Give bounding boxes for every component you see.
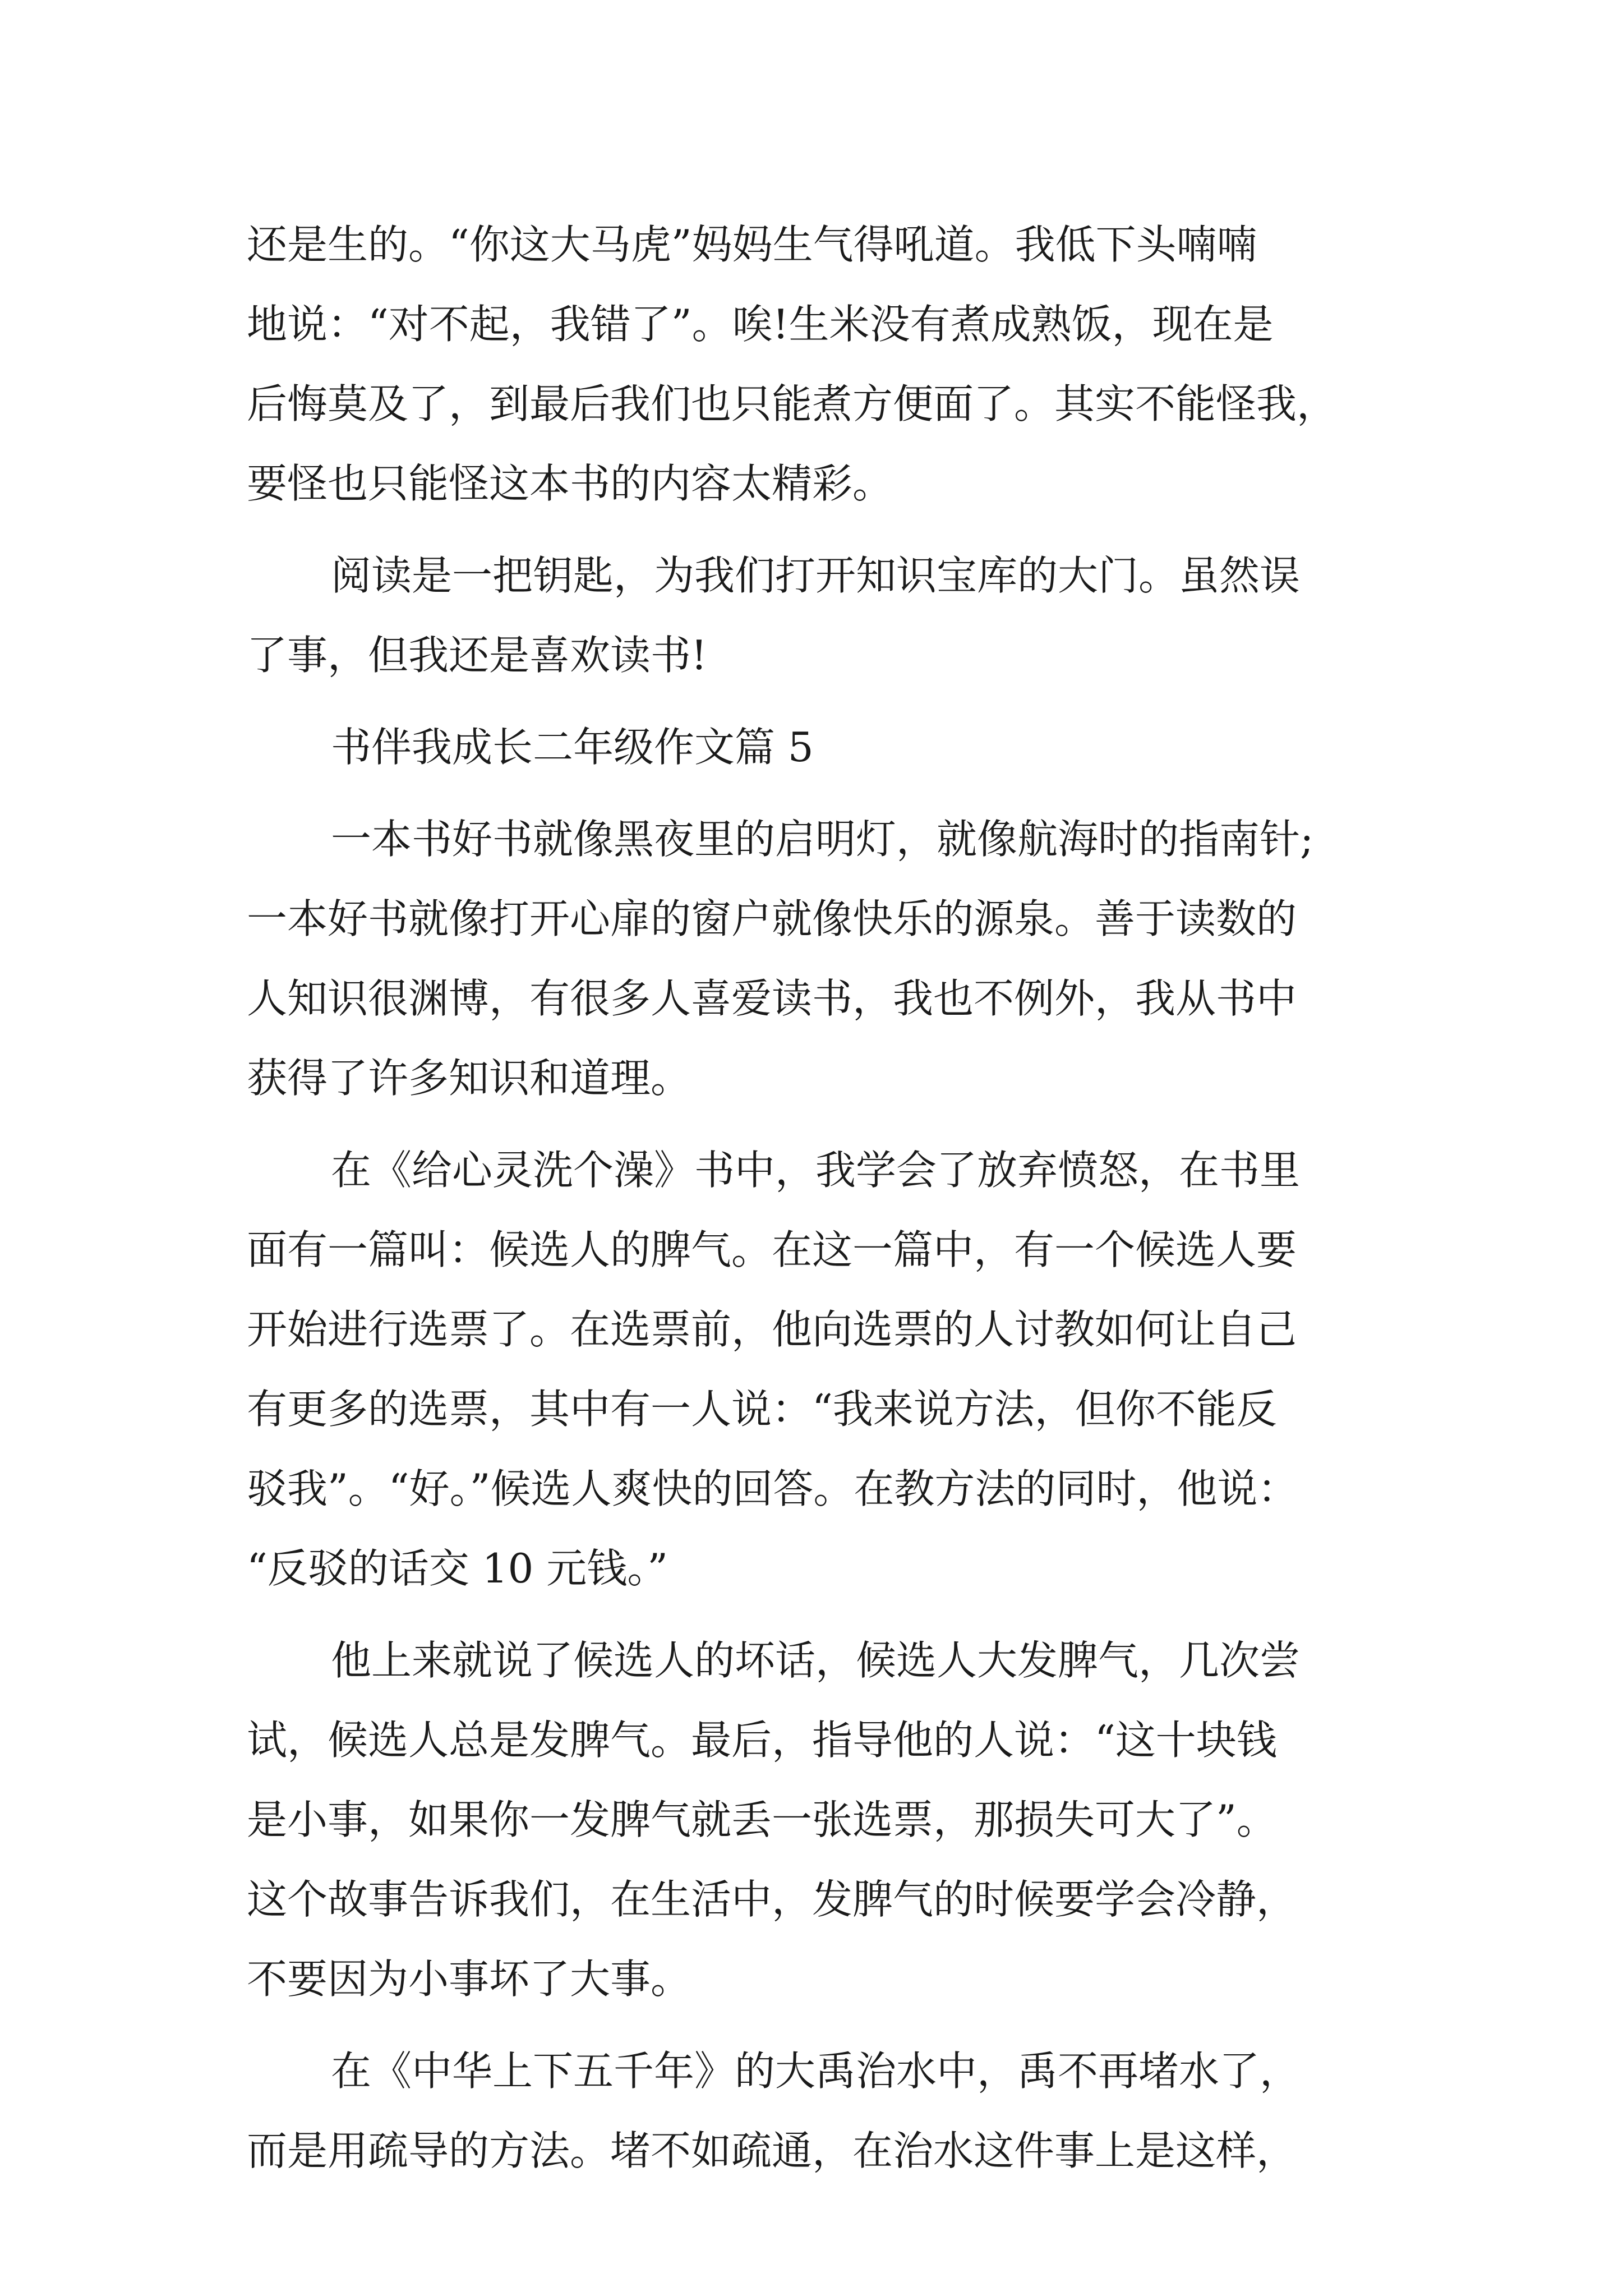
text-line: 人知识很渊博，有很多人喜爱读书，我也不例外，我从书中	[247, 975, 1297, 1022]
text-line: 了事，但我还是喜欢读书!	[247, 632, 707, 679]
text-line: 面有一篇叫：候选人的脾气。在这一篇中，有一个候选人要	[247, 1226, 1297, 1273]
text-line: 获得了许多知识和道理。	[247, 1055, 691, 1102]
text-line: 在《给心灵洗个澡》书中，我学会了放弃愤怒，在书里	[331, 1147, 1301, 1194]
text-line: “反驳的话交 10 元钱。”	[247, 1545, 668, 1592]
text-line: 而是用疏导的方法。堵不如疏通，在治水这件事上是这样，	[247, 2127, 1297, 2174]
text-line: 在《中华上下五千年》的大禹治水中，禹不再堵水了，	[331, 2047, 1301, 2095]
text-line: 还是生的。“你这大马虎”妈妈生气得吼道。我低下头喃喃	[247, 221, 1257, 268]
text-line: 书伴我成长二年级作文篇 5	[331, 724, 814, 771]
text-line: 一本好书就像打开心扉的窗户就像快乐的源泉。善于读数的	[247, 895, 1297, 942]
document-body	[247, 205, 1436, 2191]
text-line: 是小事，如果你一发脾气就丢一张选票，那损失可大了”。	[247, 1796, 1277, 1843]
text-line: 后悔莫及了，到最后我们也只能煮方便面了。其实不能怪我，	[247, 380, 1338, 427]
text-line: 地说：“对不起，我错了”。唉!生米没有煮成熟饭，现在是	[247, 301, 1274, 348]
text-line: 一本书好书就像黑夜里的启明灯，就像航海时的指南针;	[331, 816, 1314, 863]
text-line: 驳我”。“好。”候选人爽快的回答。在教方法的同时，他说：	[247, 1465, 1298, 1512]
text-line: 他上来就说了候选人的坏话，候选人大发脾气，几次尝	[331, 1637, 1301, 1684]
text-line: 有更多的选票，其中有一人说：“我来说方法，但你不能反	[247, 1386, 1277, 1433]
text-line: 不要因为小事坏了大事。	[247, 1955, 691, 2003]
text-line: 要怪也只能怪这本书的内容太精彩。	[247, 460, 893, 507]
text-line: 阅读是一把钥匙，为我们打开知识宝库的大门。虽然误	[331, 552, 1301, 599]
text-line: 试，候选人总是发脾气。最后，指导他的人说：“这十块钱	[247, 1717, 1277, 1764]
text-line: 这个故事告诉我们，在生活中，发脾气的时候要学会冷静，	[247, 1876, 1297, 1923]
text-line: 开始进行选票了。在选票前，他向选票的人讨教如何让自己	[247, 1306, 1297, 1353]
